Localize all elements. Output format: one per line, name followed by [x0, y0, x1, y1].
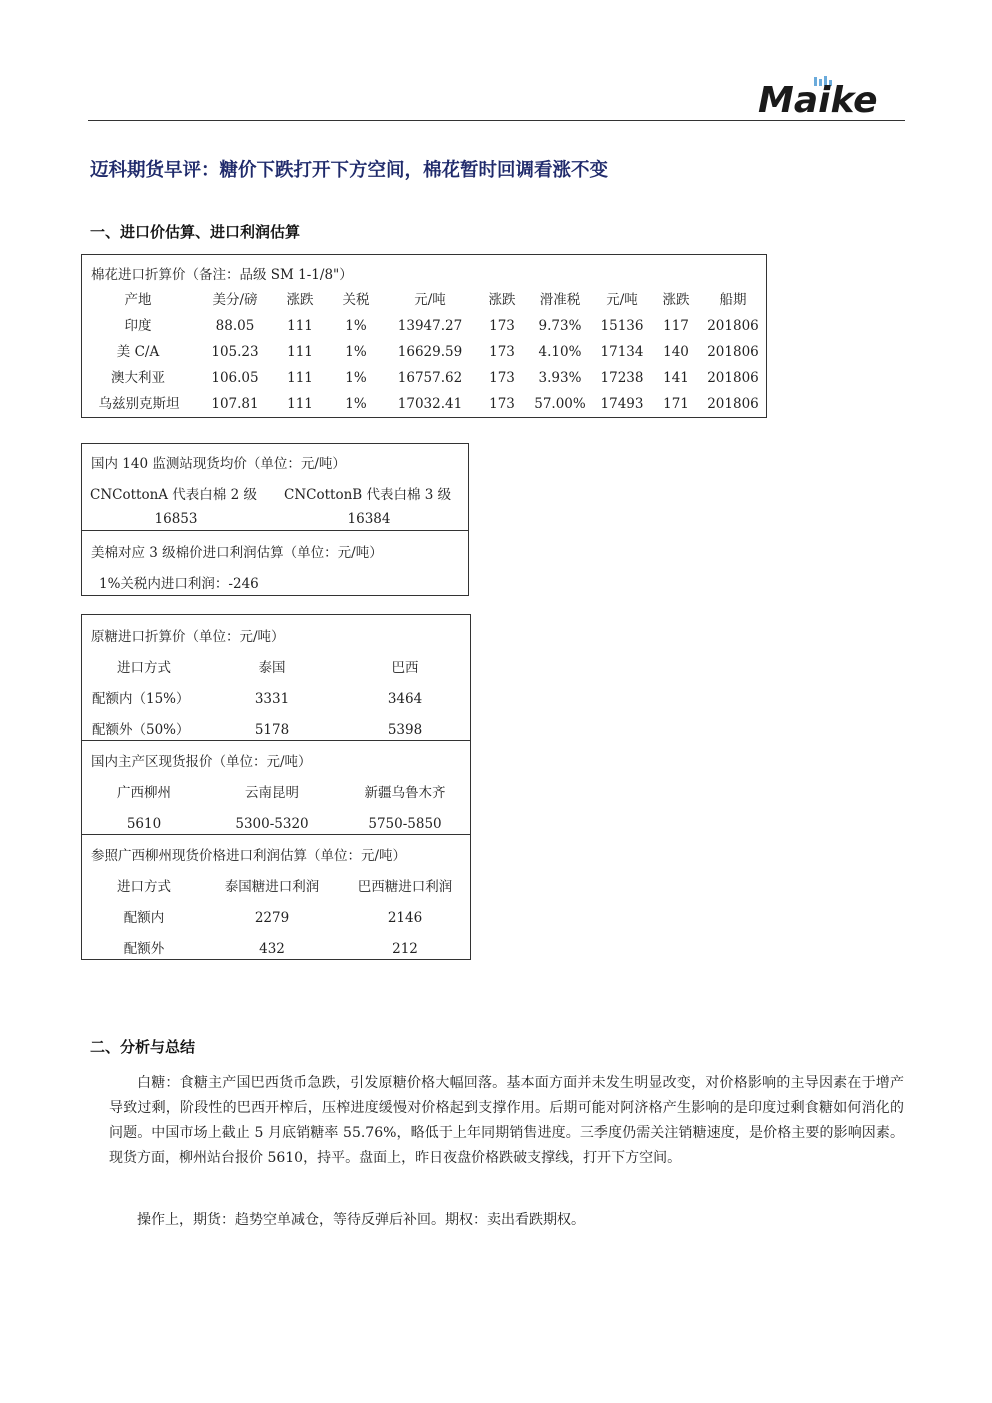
table-cell: 201806	[707, 318, 759, 334]
col-header: 元/吨	[414, 292, 446, 308]
cotton-profit-caption: 美棉对应 3 级棉价进口利润估算（单位：元/吨）	[91, 545, 383, 561]
table-cell: 173	[489, 370, 515, 386]
region-label: 广西柳州	[117, 785, 171, 801]
sugar-domestic-caption: 国内主产区现货报价（单位：元/吨）	[91, 754, 312, 770]
col-header: 船期	[719, 292, 747, 308]
table-cell: 16757.62	[397, 370, 463, 386]
cotton-domestic-caption: 国内 140 监测站现货均价（单位：元/吨）	[91, 456, 346, 472]
cncotton-b-value: 16384	[347, 511, 391, 527]
section1-heading: 一、进口价估算、进口利润估算	[90, 223, 301, 241]
col-header: 滑准税	[539, 292, 581, 308]
table-cell: 2146	[387, 910, 423, 926]
table-cell: 2279	[254, 910, 290, 926]
region-price: 5610	[126, 816, 162, 832]
cncotton-a-value: 16853	[154, 511, 198, 527]
maike-logo	[756, 76, 891, 118]
sugar-profit-caption: 参照广西柳州现货价格进口利润估算（单位：元/吨）	[91, 848, 407, 864]
table-cell: 1%	[345, 396, 367, 412]
table-cell: 141	[663, 370, 689, 386]
table-cell: 17134	[600, 344, 644, 360]
col-header: 关税	[342, 292, 370, 308]
table-cell: 配额外	[123, 941, 165, 957]
col-header: 泰国	[258, 660, 286, 676]
analysis-paragraph: 白糖：食糖主产国巴西货币急跌，引发原糖价格大幅回落。基本面方面并未发生明显改变，对价格影响的主导因素在于增产导致过剩，阶段性的巴西开榨后，压榨进度缓慢对价格起到支撑作用。后期可能对阿济格产生影响的是印度过剩食糖如何消化的问题。中国市场上截止 5 月底销糖率 55.76%，略低于上年同期销售进度。三季度仍需关注销糖速度，是价格主要的影响因素。现货方面，柳州站台报价 5610，持平。盘面上，昨日夜盘价格跌破支撑线，打开下方空间。	[109, 1075, 904, 1166]
sugar-tables	[81, 614, 471, 960]
table-cell: 111	[287, 344, 313, 360]
row-divider	[82, 834, 470, 835]
sugar-import-caption: 原糖进口折算价（单位：元/吨）	[91, 629, 285, 645]
col-header: 巴西糖进口利润	[357, 879, 453, 895]
table-cell: 5398	[387, 722, 423, 738]
page-title: 迈科期货早评：糖价下跌打开下方空间，棉花暂时回调看涨不变	[90, 160, 609, 181]
table-cell: 4.10%	[538, 344, 582, 360]
region-label: 新疆乌鲁木齐	[364, 785, 446, 801]
table-cell: 1%	[345, 370, 367, 386]
region-label: 云南昆明	[245, 785, 299, 801]
table-cell: 140	[663, 344, 689, 360]
table-cell: 1%	[345, 344, 367, 360]
table-cell: 17238	[600, 370, 644, 386]
col-header: 产地	[124, 292, 152, 308]
table-cell: 3464	[387, 691, 423, 707]
table-cell: 配额外（50%）	[92, 722, 190, 738]
region-price: 5300-5320	[235, 816, 309, 832]
region-price: 5750-5850	[368, 816, 442, 832]
table-cell: 澳大利亚	[111, 370, 165, 386]
table-cell: 111	[287, 370, 313, 386]
table-cell: 配额内	[123, 910, 165, 926]
table-cell: 117	[663, 318, 689, 334]
table-cell: 432	[259, 941, 285, 957]
col-header: 美分/磅	[212, 292, 258, 308]
cotton-import-table	[81, 254, 767, 418]
table-cell: 173	[489, 396, 515, 412]
cotton-profit-value: 1%关税内进口利润：-246	[99, 576, 259, 592]
col-header: 巴西	[391, 660, 419, 676]
row-divider	[82, 530, 468, 531]
col-header: 涨跌	[488, 292, 516, 308]
table-cell: 171	[663, 396, 689, 412]
table-cell: 111	[287, 396, 313, 412]
table-cell: 88.05	[215, 318, 255, 334]
table-cell: 17032.41	[397, 396, 463, 412]
logo-text: Maike	[758, 80, 878, 118]
col-header: 泰国糖进口利润	[224, 879, 320, 895]
table-cell: 5178	[254, 722, 290, 738]
table-cell: 106.05	[211, 370, 259, 386]
table-cell: 9.73%	[538, 318, 582, 334]
table-cell: 173	[489, 318, 515, 334]
table-cell: 107.81	[211, 396, 259, 412]
section2-heading: 二、分析与总结	[90, 1038, 196, 1056]
col-header: 涨跌	[286, 292, 314, 308]
table-cell: 111	[287, 318, 313, 334]
table-cell: 13947.27	[397, 318, 463, 334]
table-cell: 173	[489, 344, 515, 360]
table-cell: 3.93%	[538, 370, 582, 386]
cncotton-a-label: CNCottonA 代表白棉 2 级	[90, 487, 257, 503]
table-cell: 201806	[707, 370, 759, 386]
col-header: 涨跌	[662, 292, 690, 308]
table-cell: 美 C/A	[116, 344, 160, 360]
table-cell: 201806	[707, 344, 759, 360]
logo-graphic	[756, 76, 891, 118]
table-cell: 3331	[254, 691, 290, 707]
table-cell: 105.23	[211, 344, 259, 360]
cotton-domestic-table	[81, 443, 469, 596]
cotton-import-caption: 棉花进口折算价（备注：品级 SM 1-1/8"）	[91, 267, 353, 283]
table-cell: 配额内（15%）	[92, 691, 190, 707]
col-header: 进口方式	[117, 660, 171, 676]
col-header: 进口方式	[117, 879, 171, 895]
col-header: 元/吨	[606, 292, 638, 308]
table-cell: 乌兹别克斯坦	[98, 396, 180, 412]
table-cell: 15136	[600, 318, 644, 334]
table-cell: 16629.59	[397, 344, 463, 360]
table-cell: 1%	[345, 318, 367, 334]
table-cell: 201806	[707, 396, 759, 412]
operation-paragraph: 操作上，期货：趋势空单减仓，等待反弹后补回。期权：卖出看跌期权。	[137, 1212, 585, 1228]
cncotton-b-label: CNCottonB 代表白棉 3 级	[284, 487, 452, 503]
table-cell: 212	[392, 941, 418, 957]
row-divider	[82, 740, 470, 741]
table-cell: 17493	[600, 396, 644, 412]
table-cell: 印度	[124, 318, 152, 334]
header-rule	[88, 120, 905, 121]
table-cell: 57.00%	[534, 396, 586, 412]
